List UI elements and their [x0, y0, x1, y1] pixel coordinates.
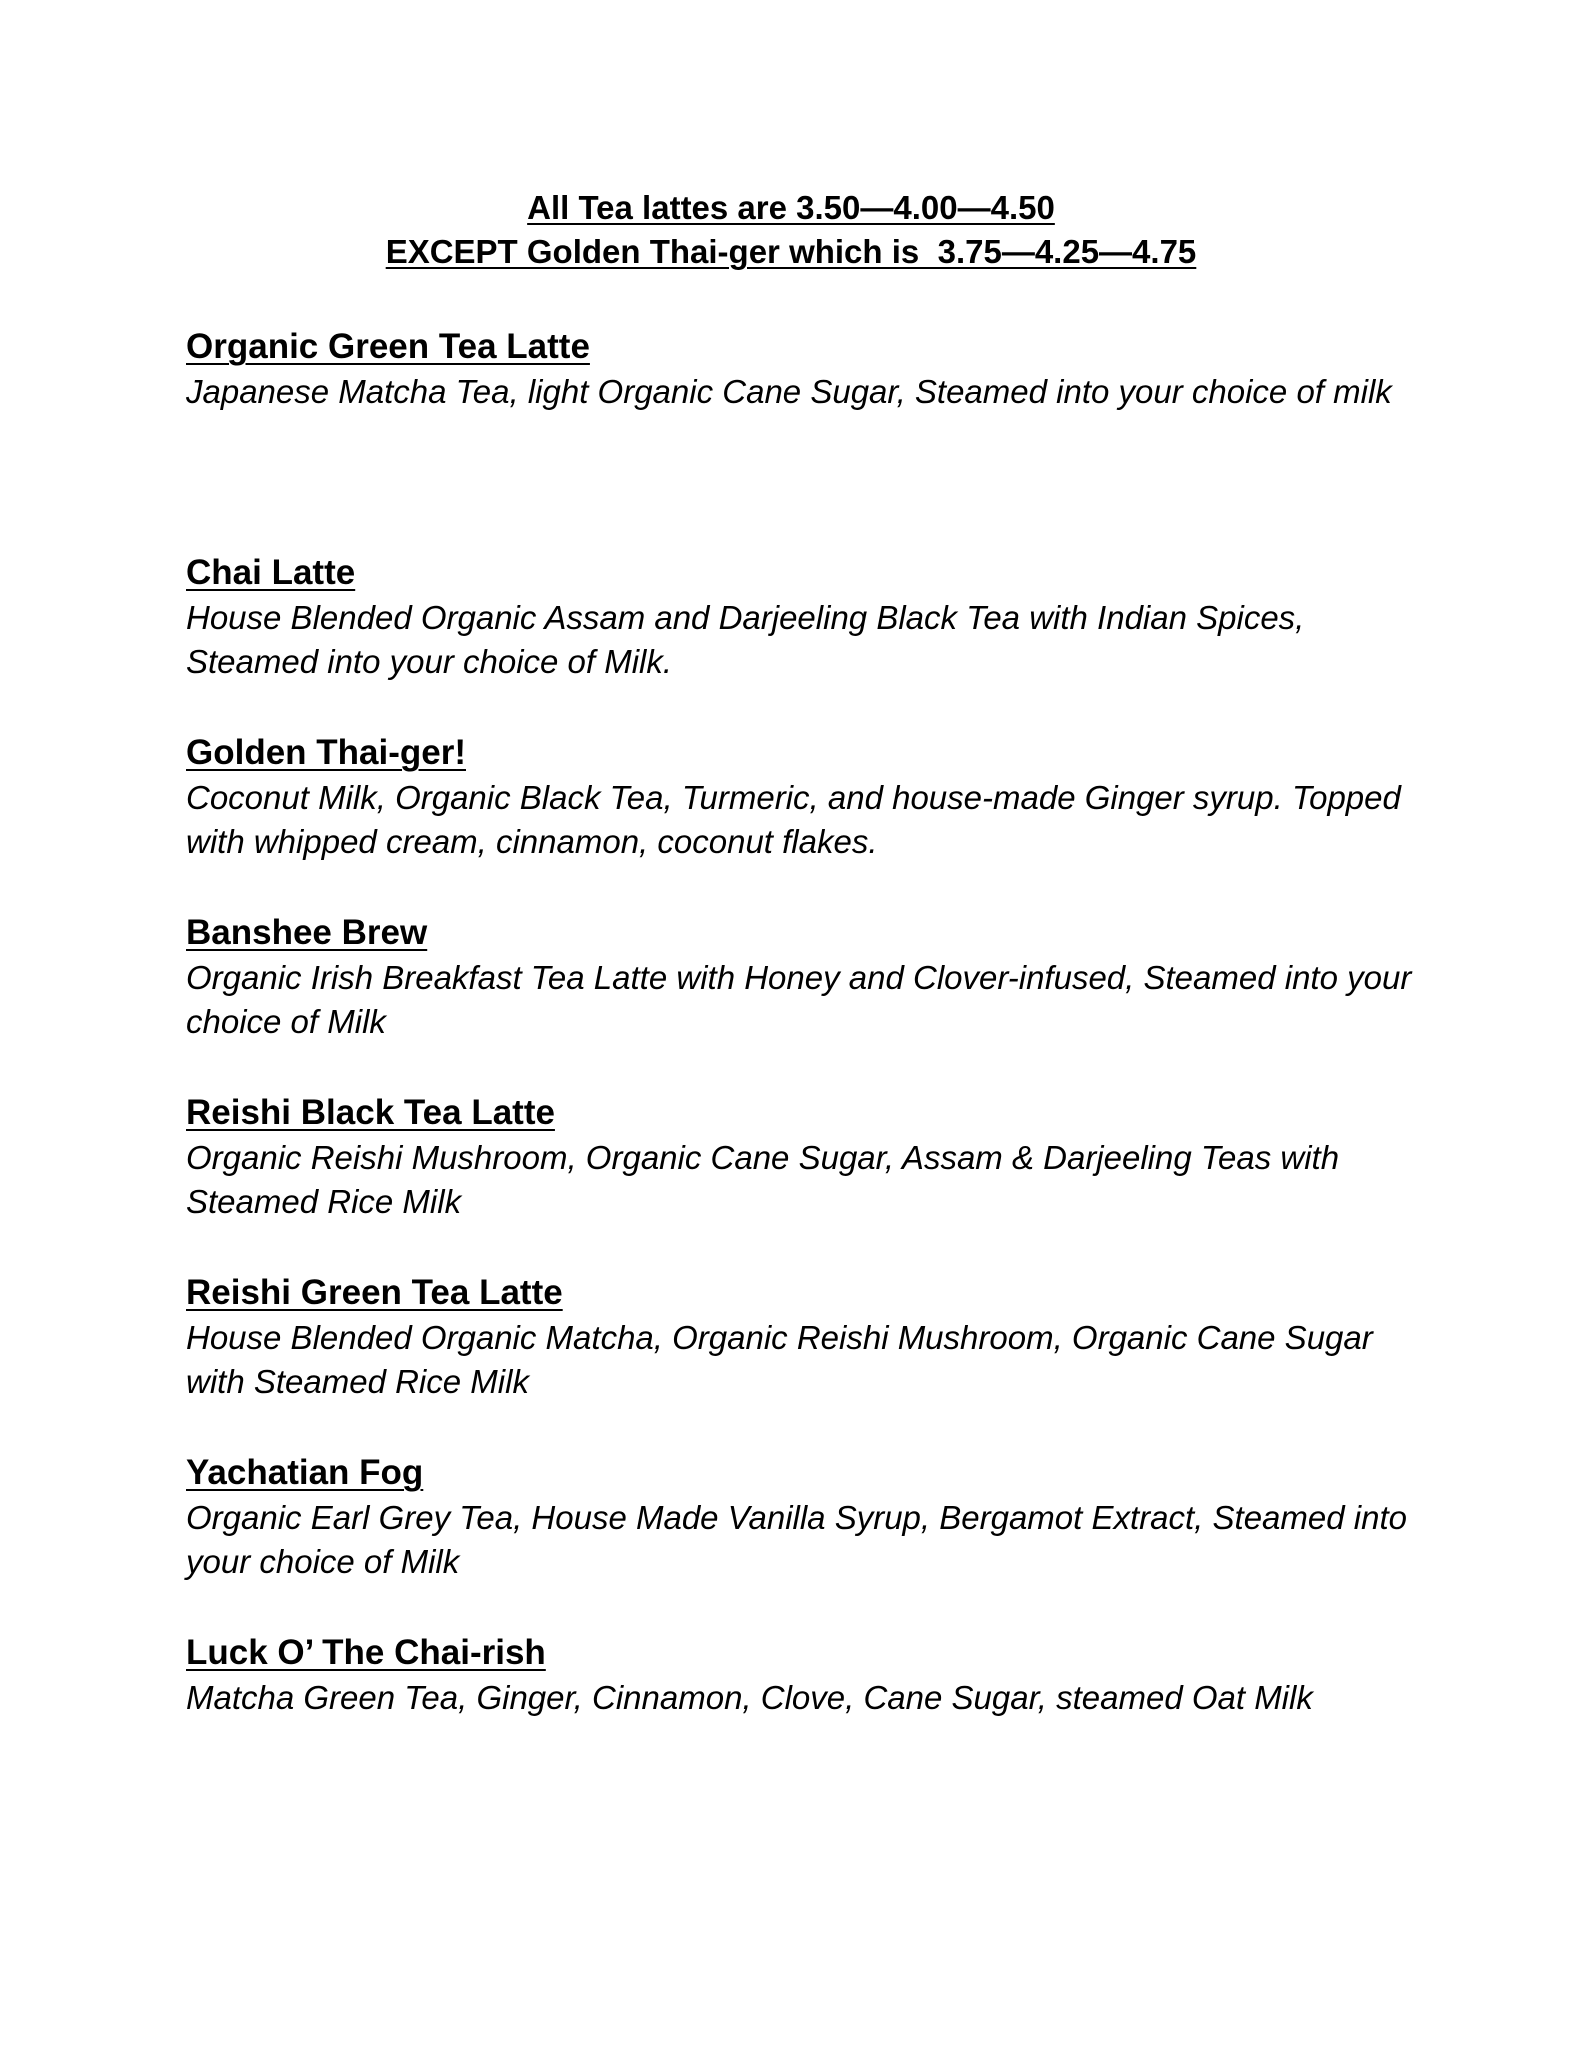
- pricing-line-2: EXCEPT Golden Thai-ger which is 3.75—4.25—4.75: [385, 233, 1197, 270]
- menu-item-description: Organic Irish Breakfast Tea Latte with Honey and Clover-infused, Steamed into your choice of Milk: [186, 959, 1412, 1040]
- menu-item-description: House Blended Organic Matcha, Organic Reishi Mushroom, Organic Cane Sugar with Steamed Rice Milk: [186, 1319, 1373, 1400]
- menu-item-description: Organic Reishi Mushroom, Organic Cane Sugar, Assam & Darjeeling Teas with Steamed Rice Milk: [186, 1139, 1340, 1220]
- menu-item-name: Banshee Brew: [186, 913, 428, 952]
- menu-item-description: House Blended Organic Assam and Darjeeling Black Tea with Indian Spices, Steamed into your choice of Milk.: [186, 599, 1305, 680]
- menu-item-yachatian-fog: [186, 1450, 1416, 1584]
- menu-item-luck-o-the-chai-rish: [186, 1630, 1416, 1720]
- menu-item-name: Luck O’ The Chai-rish: [186, 1633, 546, 1672]
- menu-item-name: Yachatian Fog: [186, 1453, 424, 1492]
- menu-item-golden-thai-ger: [186, 730, 1416, 864]
- menu-item-description: Japanese Matcha Tea, light Organic Cane Sugar, Steamed into your choice of milk: [186, 373, 1392, 410]
- menu-item-reishi-black-tea-latte: [186, 1090, 1416, 1224]
- pricing-line-1: All Tea lattes are 3.50—4.00—4.50: [527, 189, 1055, 226]
- menu-item-name: Reishi Black Tea Latte: [186, 1093, 555, 1132]
- menu-item-name: Golden Thai-ger!: [186, 733, 466, 772]
- menu-item-chai-latte: [186, 550, 1416, 684]
- pricing-header: [0, 186, 1582, 274]
- menu-item-banshee-brew: [186, 910, 1416, 1044]
- menu-item-description: Matcha Green Tea, Ginger, Cinnamon, Clove, Cane Sugar, steamed Oat Milk: [186, 1679, 1313, 1716]
- menu-item-description: Coconut Milk, Organic Black Tea, Turmeric, and house-made Ginger syrup. Topped with whipped cream, cinnamon, coconut flakes.: [186, 779, 1401, 860]
- menu-item-reishi-green-tea-latte: [186, 1270, 1416, 1404]
- menu-item-description: Organic Earl Grey Tea, House Made Vanilla Syrup, Bergamot Extract, Steamed into your choice of Milk: [186, 1499, 1407, 1580]
- menu-item-organic-green-tea-latte: [186, 324, 1416, 414]
- menu-item-name: Reishi Green Tea Latte: [186, 1273, 563, 1312]
- menu-item-name: Organic Green Tea Latte: [186, 327, 590, 366]
- menu-item-name: Chai Latte: [186, 553, 356, 592]
